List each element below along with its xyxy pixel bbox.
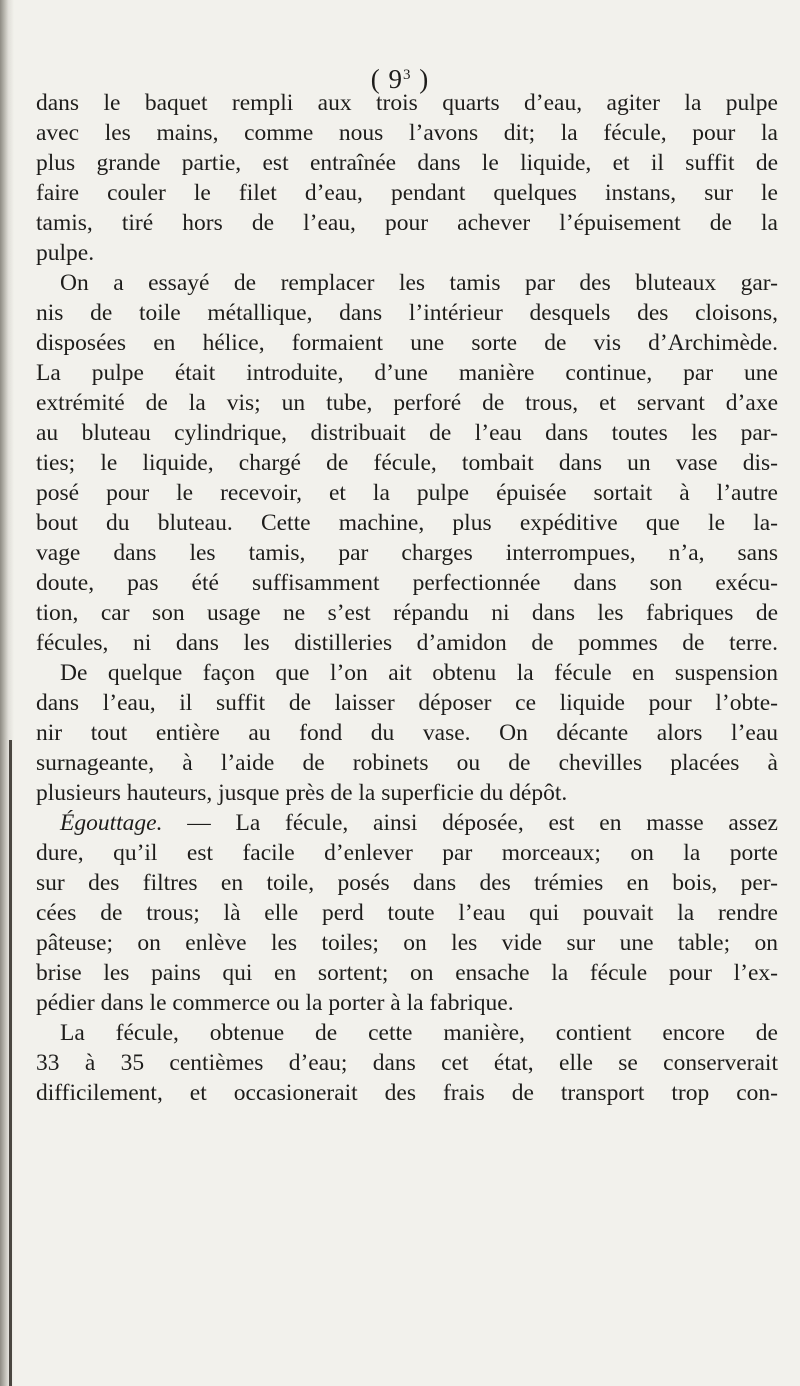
page-number-main: 9 [388, 64, 403, 94]
text-line: pédier dans le commerce ou la porter à la fabrique. [36, 990, 514, 1016]
page-edge-line [9, 740, 12, 1386]
text-line: faire couler le filet d’eau, pendant quelques instans, sur le [36, 180, 778, 206]
text-line: surnageante, à l’aide de robinets ou de chevilles placées à [36, 750, 778, 776]
text-line-egouttage-body: — La fécule, ainsi déposée, est en masse assez [187, 810, 778, 836]
text-line: dans l’eau, il suffit de laisser déposer ce liquide pour l’obte- [36, 690, 778, 716]
text-line: doute, pas été suffisamment perfectionnée dans son exécu- [36, 570, 778, 596]
page-number-sup: 3 [403, 67, 412, 83]
text-line: La fécule, obtenue de cette manière, contient encore de [60, 1020, 778, 1046]
text-line: nis de toile métallique, dans l’intérieur desquels des cloisons, [36, 300, 778, 326]
text-line: tion, car son usage ne s’est répandu ni dans les fabriques de [36, 600, 778, 626]
text-line: dure, qu’il est facile d’enlever par morceaux; on la porte [36, 840, 778, 866]
text-line: plus grande partie, est entraînée dans le liquide, et il suffit de [36, 150, 778, 176]
text-line: De quelque façon que l’on ait obtenu la fécule en suspension [60, 660, 778, 686]
text-line: ties; le liquide, chargé de fécule, tombait dans un vase dis- [36, 450, 778, 476]
text-line: pâteuse; on enlève les toiles; on les vide sur une table; on [36, 930, 778, 956]
text-line: plusieurs hauteurs, jusque près de la superficie du dépôt. [36, 780, 568, 806]
text-line: posé pour le recevoir, et la pulpe épuisée sortait à l’autre [36, 480, 778, 506]
text-line: vage dans les tamis, par charges interrompues, n’a, sans [36, 540, 778, 566]
text-line: extrémité de la vis; un tube, perforé de trous, et servant d’axe [36, 390, 778, 416]
text-line: On a essayé de remplacer les tamis par des bluteaux gar- [60, 270, 778, 296]
text-line: pulpe. [36, 240, 95, 266]
text-line: avec les mains, comme nous l’avons dit; la fécule, pour la [36, 120, 778, 146]
text-line: tamis, tiré hors de l’eau, pour achever l’épuisement de la [36, 210, 778, 236]
text-line: fécules, ni dans les distilleries d’amidon de pommes de terre. [36, 630, 778, 656]
text-line: brise les pains qui en sortent; on ensache la fécule pour l’ex- [36, 960, 778, 986]
text-line: sur des filtres en toile, posés dans des trémies en bois, per- [36, 870, 778, 896]
text-line: La pulpe était introduite, d’une manière continue, par une [36, 360, 778, 386]
text-line-egouttage [60, 808, 778, 838]
text-line: nir tout entière au fond du vase. On décante alors l’eau [36, 720, 778, 746]
text-line: 33 à 35 centièmes d’eau; dans cet état, elle se conserverait [36, 1050, 778, 1076]
text-line: au bluteau cylindrique, distribuait de l’eau dans toutes les par- [36, 420, 778, 446]
page-number: ( $9^3$ ) [370, 64, 430, 94]
text-line: difficilement, et occasionerait des frais de transport trop con- [36, 1080, 778, 1106]
text-line: dans le baquet rempli aux trois quarts d’eau, agiter la pulpe [36, 90, 778, 116]
section-heading-egouttage: Égouttage. [60, 810, 163, 836]
text-line: bout du bluteau. Cette machine, plus expéditive que le la- [36, 510, 778, 536]
text-line: disposées en hélice, formaient une sorte de vis d’Archimède. [36, 330, 778, 356]
text-line: cées de trous; là elle perd toute l’eau qui pouvait la rendre [36, 900, 778, 926]
